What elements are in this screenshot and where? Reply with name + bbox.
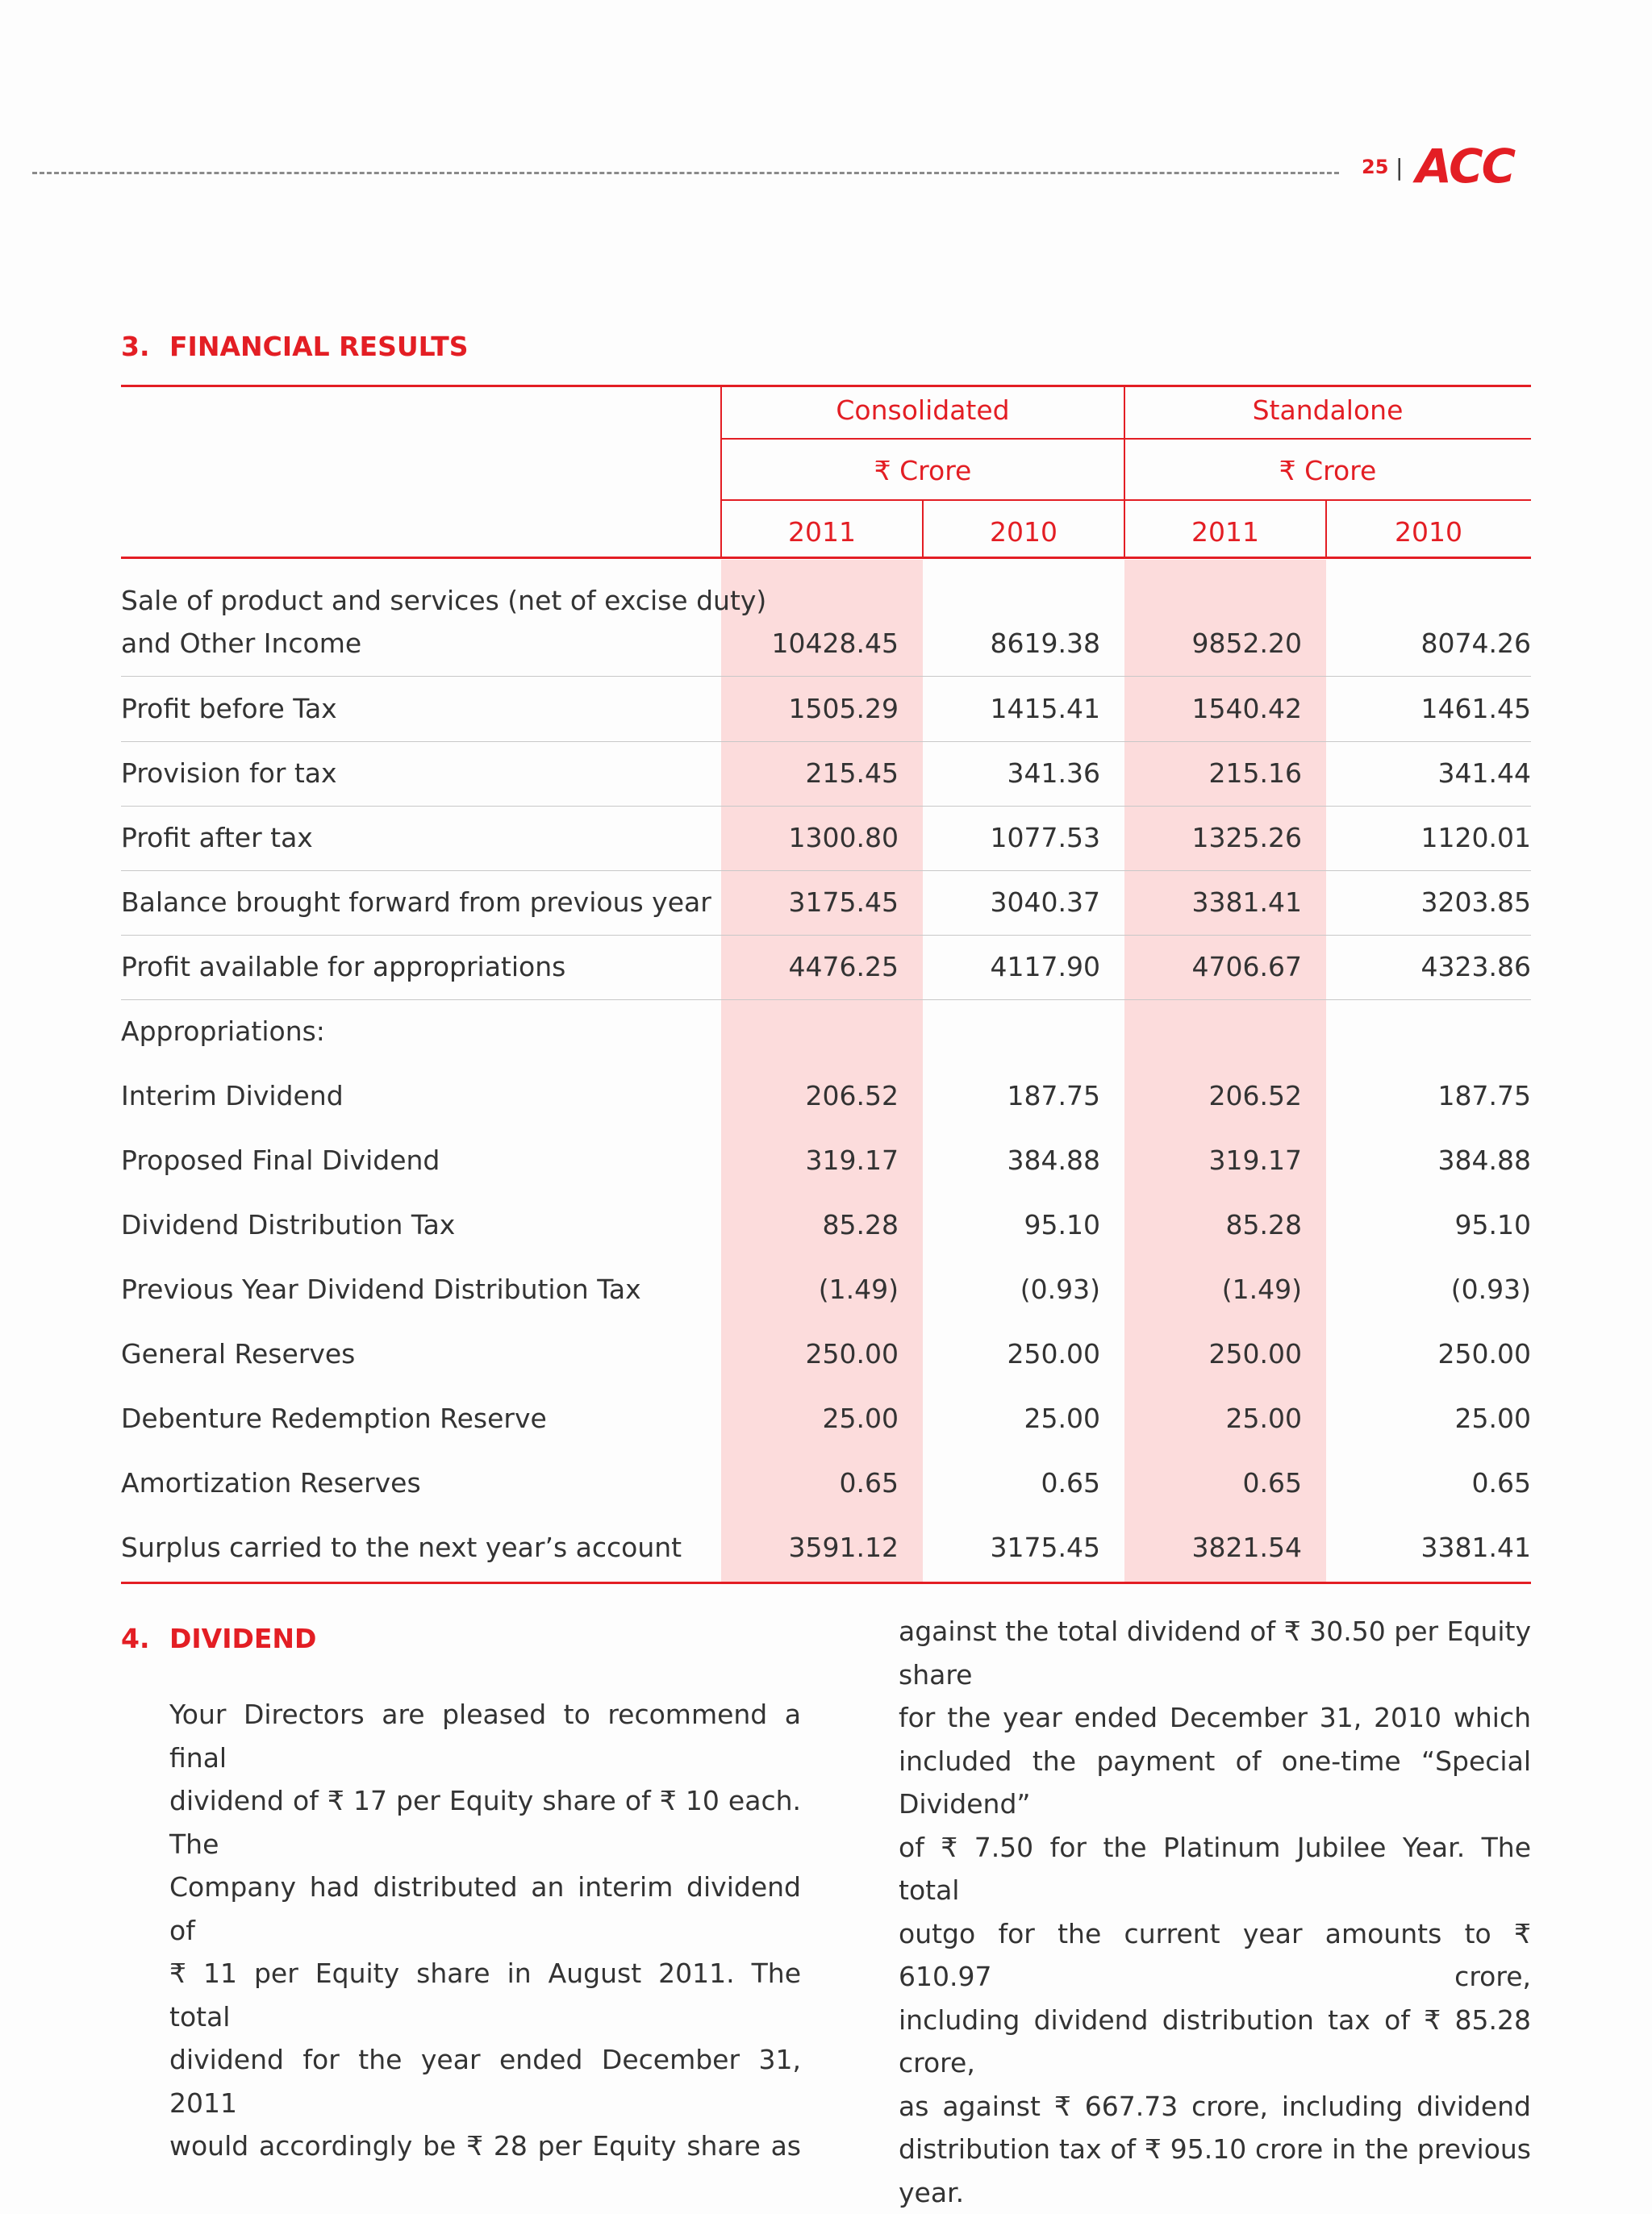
row-label: Interim Dividend [121,1080,344,1111]
row-label: Proposed Final Dividend [121,1145,440,1176]
row-value: 3821.54 [1191,1532,1302,1563]
row-separator [121,676,1531,677]
year-header: 2011 [788,516,856,548]
section-4-number: 4. [121,1623,150,1654]
row-label: Provision for tax [121,757,337,789]
row-value: 1540.42 [1191,693,1302,724]
financial-results-table [121,385,1531,1585]
row-value: 10428.45 [771,628,899,659]
row-value: 187.75 [1007,1080,1100,1111]
row-value: 4706.67 [1191,951,1302,982]
row-value: 85.28 [1225,1209,1302,1240]
header-bottom-rule [121,557,1531,559]
row-label: Previous Year Dividend Distribution Tax [121,1274,641,1305]
row-value: 319.17 [1208,1145,1302,1176]
row-value: 0.65 [1242,1467,1302,1499]
row-value: 1120.01 [1420,822,1531,853]
table-top-rule [121,385,1531,387]
row-value: 3381.41 [1191,886,1302,918]
row-separator [121,935,1531,936]
year-header: 2010 [990,516,1058,548]
dividend-text-line: outgo for the current year amounts to ₹ 610.97 crore, [899,1917,1531,1992]
row-value: 187.75 [1437,1080,1531,1111]
dividend-text-line: Company had distributed an interim dividend of [169,1871,801,1946]
row-value: 25.00 [1454,1403,1531,1434]
unit-standalone: ₹ Crore [1279,455,1377,486]
row-value: 95.10 [1454,1209,1531,1240]
row-value: 250.00 [805,1338,899,1370]
dividend-text-line: for the year ended December 31, 2010 which [899,1702,1531,1733]
dividend-text-line: dividend of ₹ 17 per Equity share of ₹ 10 each. The [169,1785,801,1860]
row-value: (0.93) [1450,1274,1531,1305]
row-value: 0.65 [839,1467,899,1499]
row-value: 206.52 [805,1080,899,1111]
row-label: Sale of product and services (net of excise duty) [121,585,767,616]
row-value: 384.88 [1437,1145,1531,1176]
row-value: 3175.45 [990,1532,1100,1563]
header-separator: | [1395,154,1404,181]
row-label: Amortization Reserves [121,1467,421,1499]
row-separator [121,999,1531,1000]
dividend-paragraph-right [899,1610,1531,2214]
table-bottom-rule [121,1582,1531,1584]
header-dashed-rule [32,172,1339,174]
row-label: Surplus carried to the next year’s account [121,1532,682,1563]
row-value: 215.16 [1208,757,1302,789]
dividend-text-line: distribution tax of ₹ 95.10 crore in the previous year. [899,2133,1531,2208]
row-label: Profit available for appropriations [121,951,566,982]
row-value: 3591.12 [788,1532,899,1563]
section-3-title: FINANCIAL RESULTS [169,331,469,362]
dividend-text-line: including dividend distribution tax of ₹ 85.28 crore, [899,2003,1531,2078]
row-value: 341.36 [1007,757,1100,789]
row-value: 8619.38 [990,628,1100,659]
row-label: Profit before Tax [121,693,337,724]
acc-logo: ACC [1416,139,1515,194]
row-label: Dividend Distribution Tax [121,1209,456,1240]
row-value: 341.44 [1437,757,1531,789]
dividend-text-line: dividend for the year ended December 31, 2011 [169,2044,801,2119]
row-value: 319.17 [805,1145,899,1176]
year-header: 2010 [1395,516,1462,548]
row-value: 1461.45 [1420,693,1531,724]
row-value: 25.00 [822,1403,899,1434]
row-value: 250.00 [1437,1338,1531,1370]
row-value: 206.52 [1208,1080,1302,1111]
row-label: Profit after tax [121,822,313,853]
row-value: 95.10 [1024,1209,1100,1240]
header-consolidated: Consolidated [836,394,1010,426]
dividend-text-line: Your Directors are pleased to recommend a final [169,1699,801,1774]
row-value: 1415.41 [990,693,1100,724]
row-label: Debenture Redemption Reserve [121,1403,547,1434]
row-value: 0.65 [1041,1467,1100,1499]
row-label: Balance brought forward from previous year [121,886,711,918]
row-value: 1505.29 [788,693,899,724]
row-value: 4117.90 [990,951,1100,982]
section-4-heading [121,1623,316,1654]
row-value: 1300.80 [788,822,899,853]
dividend-text-line: would accordingly be ₹ 28 per Equity share as [169,2130,801,2162]
dividend-text-line: as against ₹ 667.73 crore, including dividend [899,2090,1531,2122]
dividend-paragraph-left [169,1693,801,2168]
row-value: 4323.86 [1420,951,1531,982]
row-value: (1.49) [1221,1274,1302,1305]
page-number: 25 [1362,156,1389,178]
row-label: General Reserves [121,1338,356,1370]
row-value: 85.28 [822,1209,899,1240]
row-separator [121,806,1531,807]
row-value: 1325.26 [1191,822,1302,853]
row-value: 3040.37 [990,886,1100,918]
row-value: 3175.45 [788,886,899,918]
dividend-text-line: included the payment of one-time “Special Dividend” [899,1745,1531,1820]
row-value: 25.00 [1024,1403,1100,1434]
row-value: 0.65 [1471,1467,1531,1499]
section-3-heading [121,331,469,362]
row-value: 250.00 [1208,1338,1302,1370]
dividend-text-line: of ₹ 7.50 for the Platinum Jubilee Year. The total [899,1831,1531,1906]
year-header: 2011 [1191,516,1259,548]
row-value: 4476.25 [788,951,899,982]
header-standalone: Standalone [1252,394,1404,426]
section-4-title: DIVIDEND [169,1623,317,1654]
unit-consolidated: ₹ Crore [874,455,972,486]
row-separator [121,870,1531,871]
row-value: 1077.53 [990,822,1100,853]
row-value: 3381.41 [1420,1532,1531,1563]
row-value: (1.49) [818,1274,899,1305]
row-value: 250.00 [1007,1338,1100,1370]
row-value: 384.88 [1007,1145,1100,1176]
section-3-number: 3. [121,331,150,362]
dividend-text-line: ₹ 11 per Equity share in August 2011. The total [169,1958,801,2033]
unit-underline [721,499,1531,501]
row-separator [121,741,1531,742]
row-value: 3203.85 [1420,886,1531,918]
row-value: 215.45 [805,757,899,789]
group-underline [721,438,1531,440]
row-label: Appropriations: [121,1015,325,1047]
row-value: 9852.20 [1191,628,1302,659]
row-value: (0.93) [1020,1274,1100,1305]
dividend-text-line: against the total dividend of ₹ 30.50 per Equity share [899,1616,1531,1691]
row-label: and Other Income [121,628,362,659]
row-value: 25.00 [1225,1403,1302,1434]
row-value: 8074.26 [1420,628,1531,659]
